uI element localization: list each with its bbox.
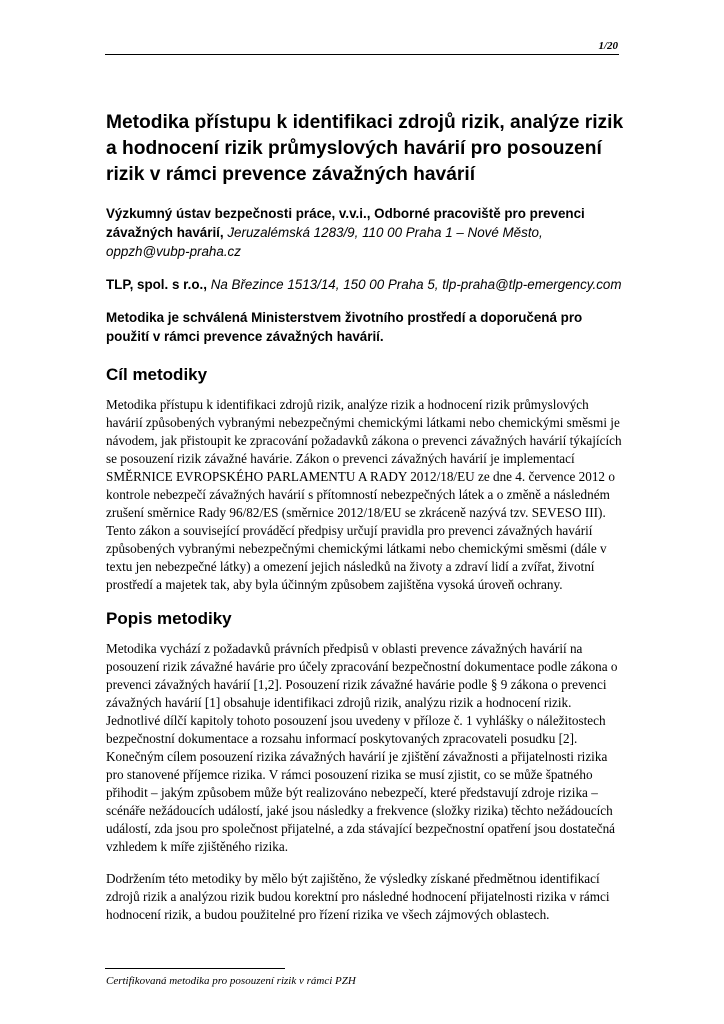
page-number: 1/20 — [598, 40, 618, 52]
page-content — [106, 110, 624, 924]
section-paragraph: Metodika přístupu k identifikaci zdrojů rizik, analýze rizik a hodnocení rizik průmyslových havárií způsobených vybranými nebezpečnými chemickými látkami nebo chemickými směsmi je návodem, jak přistoupit ke zpracování požadavků zákona o prevenci závažných havárií týkajících se posouzení rizik závažné havárie. Zákon o prevenci závažných havárií je implementací SMĚRNICE EVROPSKÉHO PARLAMENTU A RADY 2012/18/EU ze dne 4. července 2012 o kontrole nebezpečí závažných havárií s přítomností nebezpečných látek a o změně a následném zrušení směrnice Rady 96/82/ES (směrnice 2012/18/EU se zkráceně nazývá tzv. SEVESO III). Tento zákon a související prováděcí předpisy určují pravidla pro prevenci závažných havárií způsobených vybranými nebezpečnými chemickými látkami nebo chemickými směsmi (dále v textu jen nebezpečné látky) a omezení jejich následků na životy a zdraví lidí a zvířat, životní prostředí a majetek tak, aby byla účinným způsobem zajištěna vysoká úroveň ochrany. — [106, 397, 622, 592]
document-title: Metodika přístupu k identifikaci zdrojů rizik, analýze rizik a hodnocení rizik průmyslových havárií pro posouzení rizik v rámci prevence závažných havárií — [106, 112, 624, 185]
affiliation-name: TLP, spol. s r.o., — [106, 277, 207, 292]
affiliation-name: Výzkumný ústav bezpečnosti práce, v.v.i., Odborné pracoviště pro prevenci závažných havárií, — [106, 206, 585, 240]
footer-text: Certifikovaná metodika pro posouzení rizik v rámci PZH — [106, 975, 356, 987]
approval-statement: Metodika je schválená Ministerstvem životního prostředí a doporučená pro použití v rámci prevence závažných havárií. — [106, 310, 583, 344]
section-heading-description: Popis metodiky — [106, 609, 232, 628]
affiliation-address: Jeruzalémská 1283/9, 110 00 Praha 1 – Nové Město, oppzh@vubp-praha.cz — [106, 225, 543, 259]
section-heading-goal: Cíl metodiky — [106, 365, 208, 384]
section-paragraph: Metodika vychází z požadavků právních předpisů v oblasti prevence závažných havárií na posouzení rizik závažné havárie pro účely zpracování bezpečnostní dokumentace podle zákona o prevenci závažných havárií [1,2]. Posouzení rizik závažné havárie podle § 9 zákona o prevenci závažných havárií [1] obsahuje identifikaci zdrojů rizik, analýzu rizik a hodnocení rizik. Jednotlivé dílčí kapitoly tohoto posouzení jsou uvedeny v příloze č. 1 vyhlášky o náležitostech bezpečnostní dokumentace a rozsahu informací poskytovaných zpracovateli posudku [2]. Konečným cílem posouzení rizika závažných havárií je zjištění závažnosti a přijatelnosti rizika pro stanovené příjemce rizika. V rámci posouzení rizika se musí zjistit, co se může špatného přihodit – jakým způsobem může být realizováno nebezpečí, které představují zdroje rizika – scénáře nežádoucích událostí, jaké jsou následky a frekvence (složky rizika) těchto nežádoucích událostí, zda jsou pro společnost přijatelné, a zda stávající bezpečnostní opatření jsou dostatečná vzhledem k míře zjištěného rizika. — [106, 641, 618, 854]
affiliation-address: Na Březince 1513/14, 150 00 Praha 5, tlp-praha@tlp-emergency.com — [210, 277, 622, 292]
section-paragraph: Dodržením této metodiky by mělo být zajištěno, že výsledky získané předmětnou identifikací zdrojů rizik a analýzou rizik budou korektní pro následné hodnocení přijatelnosti rizika v rámci hodnocení rizik, a budou použitelné pro řízení rizika ve všech zájmových oblastech. — [106, 871, 610, 922]
footer-rule — [105, 968, 285, 969]
header-rule — [105, 54, 619, 55]
affiliation-vubp — [106, 204, 624, 261]
affiliation-tlp — [106, 275, 624, 294]
